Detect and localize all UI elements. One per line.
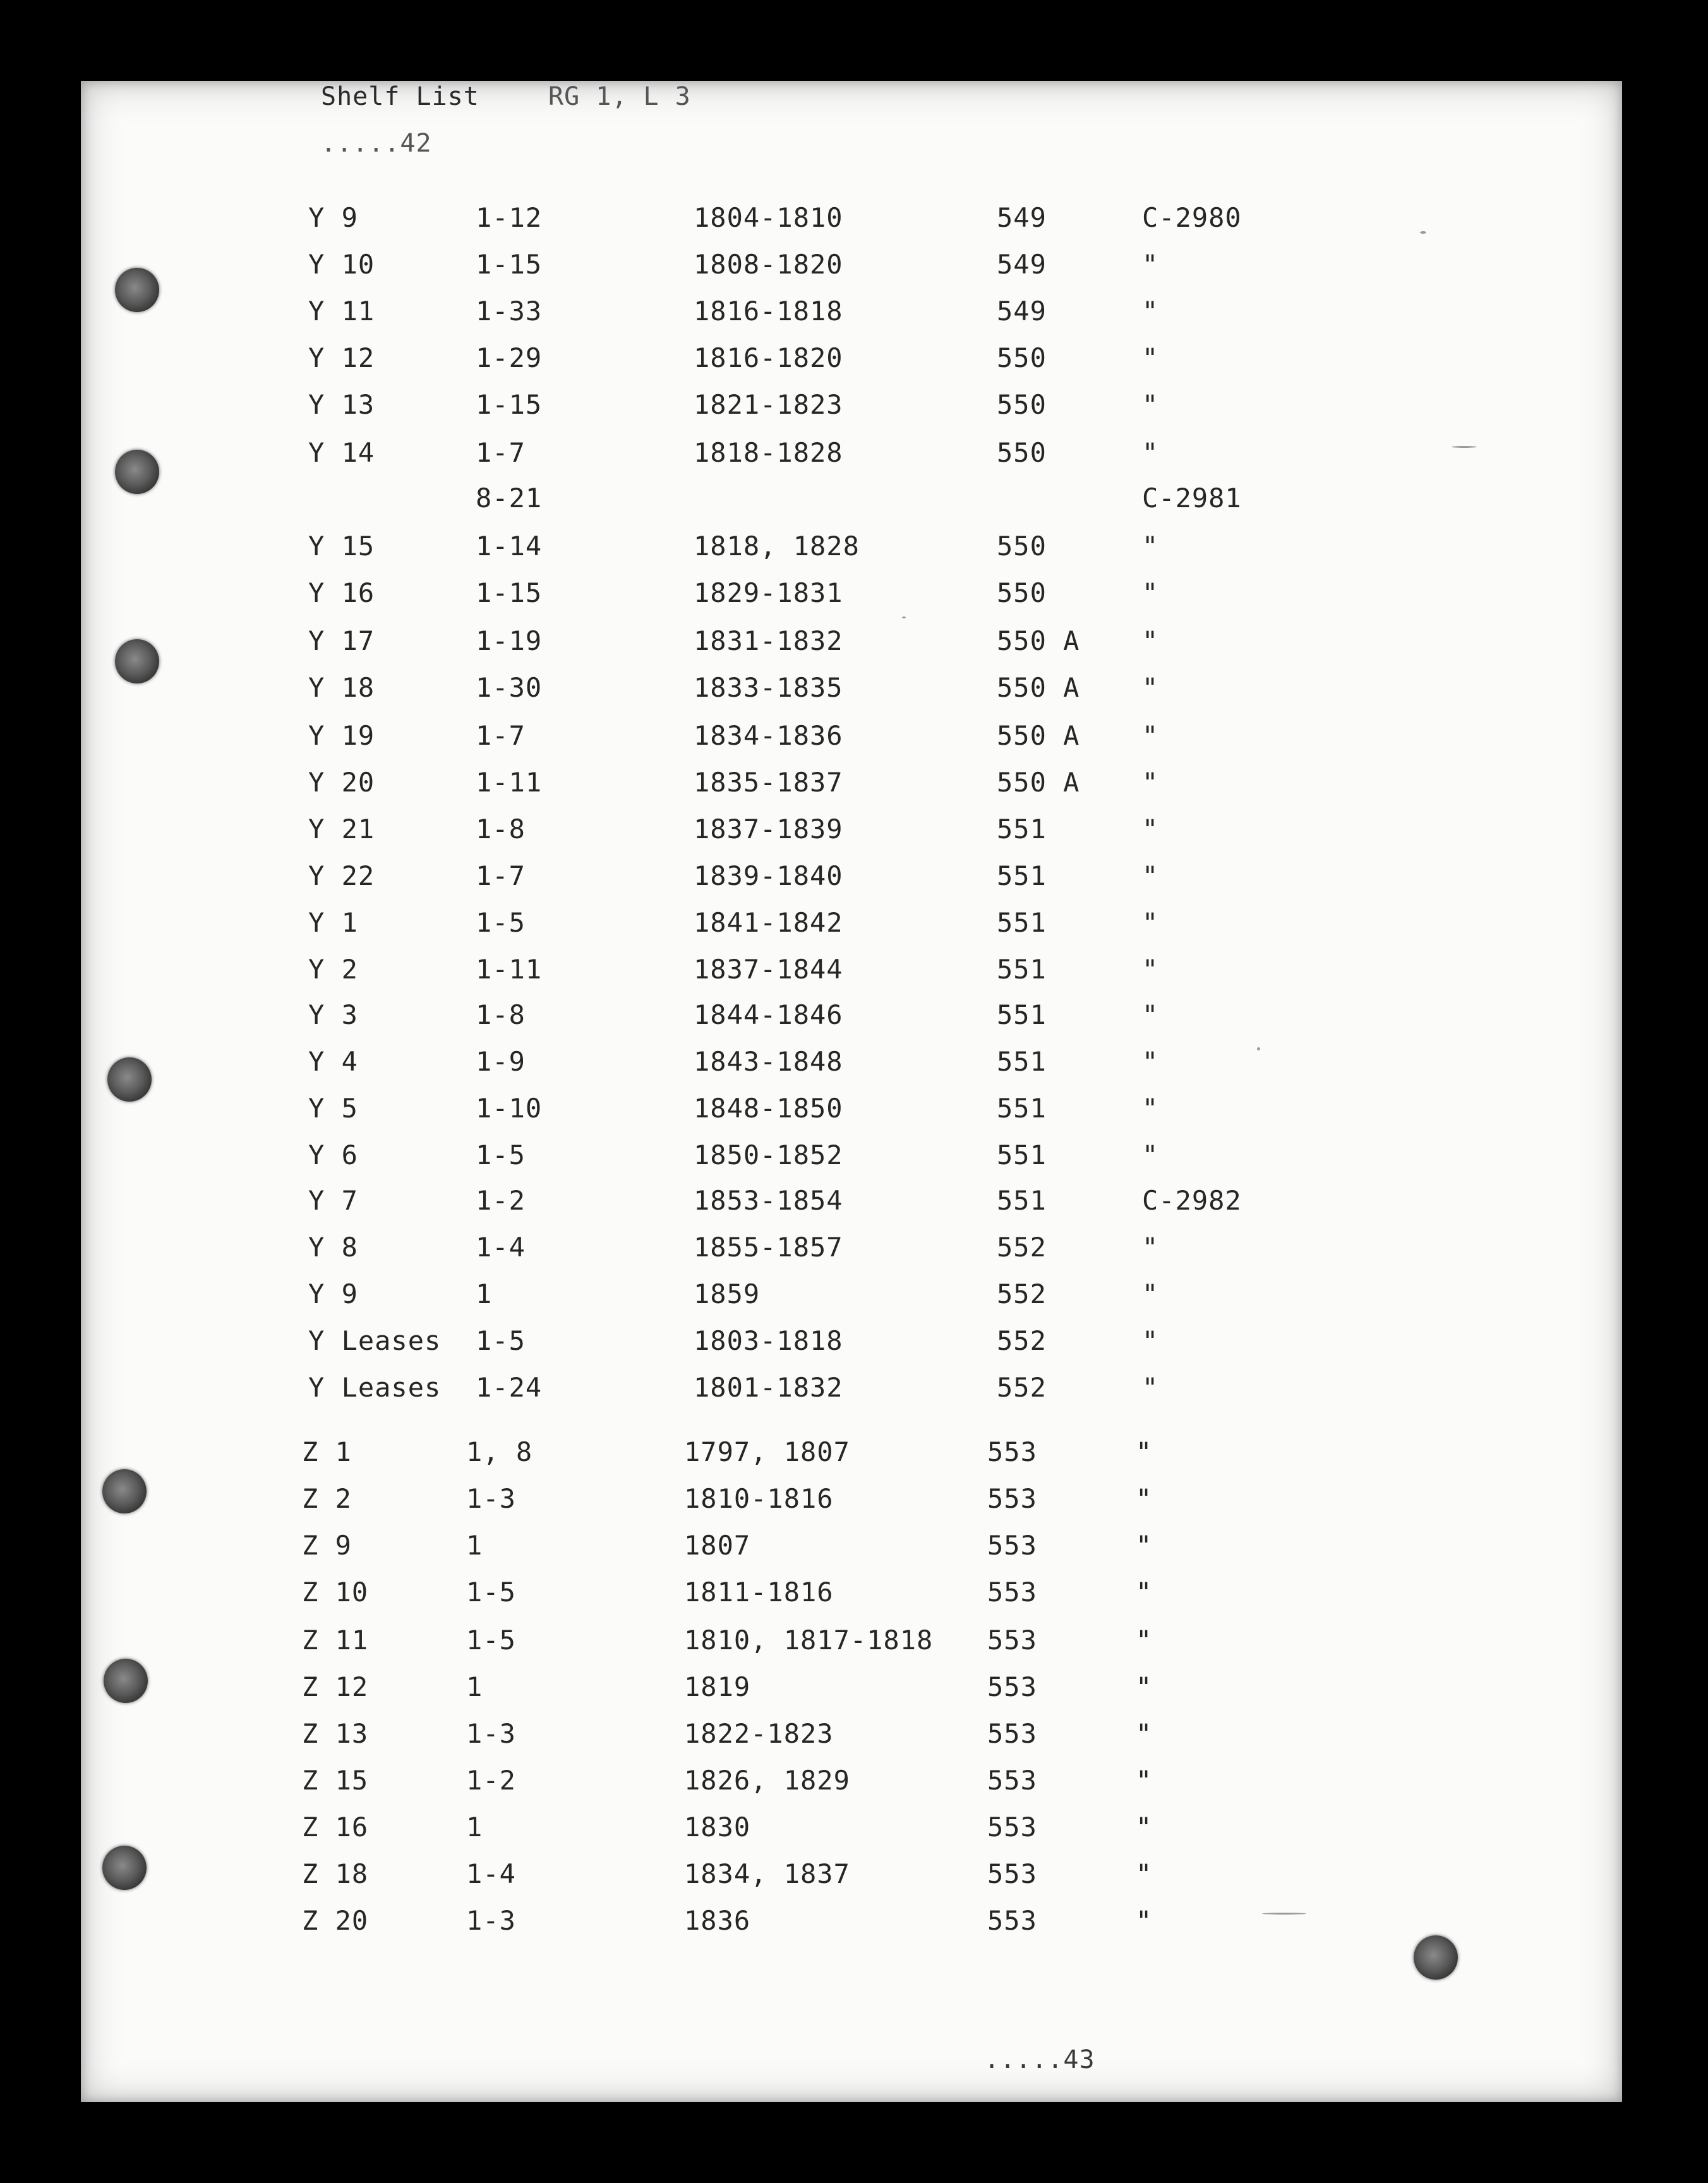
shelf-unit: Z 10 xyxy=(302,1577,369,1608)
date-range: 1816-1818 xyxy=(694,296,843,327)
table-row xyxy=(81,954,1622,992)
box-number: 550 A xyxy=(997,672,1080,703)
table-row xyxy=(81,296,1622,334)
container-number: " xyxy=(1142,907,1159,938)
date-range: 1844-1846 xyxy=(694,999,843,1030)
container-number: " xyxy=(1142,1140,1159,1170)
shelf-unit: Y 14 xyxy=(308,437,375,468)
item-range: 1-3 xyxy=(466,1905,516,1936)
shelf-unit: Z 15 xyxy=(302,1765,369,1796)
table-row xyxy=(81,1093,1622,1131)
item-range: 1-5 xyxy=(466,1577,516,1608)
shelf-unit: Y 4 xyxy=(308,1046,358,1077)
table-row xyxy=(81,531,1622,568)
container-number: " xyxy=(1136,1483,1153,1514)
box-number: 553 xyxy=(987,1530,1037,1561)
box-number: 549 xyxy=(997,202,1047,233)
item-range: 1-24 xyxy=(476,1372,543,1403)
table-row xyxy=(81,1812,1622,1849)
container-number: " xyxy=(1142,437,1159,468)
item-range: 8-21 xyxy=(476,483,543,514)
date-range: 1822-1823 xyxy=(684,1718,834,1749)
shelf-unit: Y 7 xyxy=(308,1185,358,1216)
shelf-unit: Y 11 xyxy=(308,296,375,327)
item-range: 1-2 xyxy=(476,1185,526,1216)
paper-speck xyxy=(1420,231,1426,234)
paper-speck xyxy=(1257,1047,1260,1050)
container-number: " xyxy=(1142,577,1159,608)
container-number: " xyxy=(1136,1812,1153,1843)
date-range: 1833-1835 xyxy=(694,672,843,703)
container-number: " xyxy=(1136,1671,1153,1702)
table-row xyxy=(81,437,1622,475)
shelf-unit: Y 17 xyxy=(308,625,375,656)
item-range: 1-5 xyxy=(476,907,526,938)
table-row xyxy=(81,1530,1622,1568)
table-row xyxy=(81,342,1622,380)
box-number: 553 xyxy=(987,1718,1037,1749)
shelf-unit: Z 13 xyxy=(302,1718,369,1749)
item-range: 1-3 xyxy=(466,1718,516,1749)
shelf-unit: Z 20 xyxy=(302,1905,369,1936)
date-range: 1801-1832 xyxy=(694,1372,843,1403)
container-number: " xyxy=(1136,1905,1153,1936)
date-range: 1839-1840 xyxy=(694,860,843,891)
box-number: 550 A xyxy=(997,767,1080,798)
shelf-unit: Y 15 xyxy=(308,531,375,562)
date-range: 1834-1836 xyxy=(694,720,843,751)
record-group-label: RG 1, L 3 xyxy=(548,82,691,111)
date-range: 1859 xyxy=(694,1278,761,1309)
container-number: C-2981 xyxy=(1142,483,1242,514)
table-row xyxy=(81,1858,1622,1896)
box-number: 552 xyxy=(997,1278,1047,1309)
item-range: 1-29 xyxy=(476,342,543,373)
table-row xyxy=(81,249,1622,287)
container-number: " xyxy=(1142,531,1159,562)
date-range: 1826, 1829 xyxy=(684,1765,850,1796)
shelf-unit: Y 21 xyxy=(308,814,375,845)
shelf-unit: Y 19 xyxy=(308,720,375,751)
shelf-unit: Y 1 xyxy=(308,907,358,938)
shelf-unit: Z 9 xyxy=(302,1530,352,1561)
shelf-unit: Z 2 xyxy=(302,1483,352,1514)
container-number: " xyxy=(1136,1436,1153,1467)
container-number: " xyxy=(1142,1325,1159,1356)
box-number: 552 xyxy=(997,1372,1047,1403)
shelf-unit: Y 2 xyxy=(308,954,358,985)
container-number: " xyxy=(1142,1232,1159,1263)
container-number: " xyxy=(1142,767,1159,798)
date-range: 1834, 1837 xyxy=(684,1858,850,1889)
container-number: " xyxy=(1142,389,1159,420)
box-number: 551 xyxy=(997,954,1047,985)
container-number: " xyxy=(1142,342,1159,373)
table-row xyxy=(81,767,1622,805)
box-number: 553 xyxy=(987,1765,1037,1796)
box-number: 551 xyxy=(997,1185,1047,1216)
date-range: 1853-1854 xyxy=(694,1185,843,1216)
container-number: " xyxy=(1142,1046,1159,1077)
date-range: 1810-1816 xyxy=(684,1483,834,1514)
container-number: " xyxy=(1142,720,1159,751)
item-range: 1-4 xyxy=(466,1858,516,1889)
box-number: 553 xyxy=(987,1483,1037,1514)
box-number: 551 xyxy=(997,814,1047,845)
box-number: 553 xyxy=(987,1436,1037,1467)
container-number: " xyxy=(1142,814,1159,845)
shelf-unit: Y 5 xyxy=(308,1093,358,1124)
table-row xyxy=(81,1718,1622,1756)
container-number: " xyxy=(1142,954,1159,985)
table-row xyxy=(81,1483,1622,1521)
table-row xyxy=(81,814,1622,851)
item-range: 1-8 xyxy=(476,814,526,845)
box-number: 553 xyxy=(987,1858,1037,1889)
box-number: 551 xyxy=(997,1046,1047,1077)
box-number: 551 xyxy=(997,1140,1047,1170)
container-number: C-2980 xyxy=(1142,202,1242,233)
table-row xyxy=(81,202,1622,240)
box-number: 550 xyxy=(997,577,1047,608)
table-row xyxy=(81,860,1622,898)
box-number: 550 xyxy=(997,437,1047,468)
item-range: 1-9 xyxy=(476,1046,526,1077)
item-range: 1-10 xyxy=(476,1093,543,1124)
container-number: C-2982 xyxy=(1142,1185,1242,1216)
shelf-unit: Y 9 xyxy=(308,202,358,233)
box-number: 551 xyxy=(997,999,1047,1030)
box-number: 551 xyxy=(997,1093,1047,1124)
container-number: " xyxy=(1142,672,1159,703)
page-reference: .....42 xyxy=(321,129,432,158)
table-row xyxy=(81,720,1622,758)
date-range: 1821-1823 xyxy=(694,389,843,420)
item-range: 1-14 xyxy=(476,531,543,562)
item-range: 1 xyxy=(476,1278,493,1309)
item-range: 1 xyxy=(466,1530,483,1561)
table-row xyxy=(81,389,1622,427)
container-number: " xyxy=(1136,1625,1153,1656)
shelf-unit: Y 20 xyxy=(308,767,375,798)
shelf-unit: Z 16 xyxy=(302,1812,369,1843)
container-number: " xyxy=(1142,625,1159,656)
container-number: " xyxy=(1142,1093,1159,1124)
date-range: 1831-1832 xyxy=(694,625,843,656)
shelf-unit: Y 10 xyxy=(308,249,375,280)
date-range: 1819 xyxy=(684,1671,751,1702)
table-row xyxy=(81,1140,1622,1177)
table-row xyxy=(81,672,1622,710)
table-row xyxy=(81,1671,1622,1709)
table-row xyxy=(81,1278,1622,1316)
table-row xyxy=(81,1185,1622,1223)
table-row xyxy=(81,907,1622,945)
container-number: " xyxy=(1136,1577,1153,1608)
next-page-reference: .....43 xyxy=(984,2045,1095,2074)
shelf-unit: Y Leases xyxy=(308,1372,442,1403)
item-range: 1-15 xyxy=(476,577,543,608)
date-range: 1837-1844 xyxy=(694,954,843,985)
item-range: 1-5 xyxy=(476,1325,526,1356)
box-number: 551 xyxy=(997,907,1047,938)
shelf-unit: Y Leases xyxy=(308,1325,442,1356)
document-page xyxy=(81,81,1622,2102)
item-range: 1 xyxy=(466,1671,483,1702)
date-range: 1837-1839 xyxy=(694,814,843,845)
paper-speck xyxy=(902,616,906,618)
table-row xyxy=(81,1372,1622,1410)
table-row xyxy=(81,1325,1622,1363)
date-range: 1816-1820 xyxy=(694,342,843,373)
container-number: " xyxy=(1142,296,1159,327)
date-range: 1836 xyxy=(684,1905,751,1936)
date-range: 1850-1852 xyxy=(694,1140,843,1170)
item-range: 1-30 xyxy=(476,672,543,703)
item-range: 1-33 xyxy=(476,296,543,327)
date-range: 1797, 1807 xyxy=(684,1436,850,1467)
box-number: 553 xyxy=(987,1905,1037,1936)
date-range: 1818-1828 xyxy=(694,437,843,468)
item-range: 1 xyxy=(466,1812,483,1843)
paper-speck xyxy=(1262,1913,1306,1915)
item-range: 1-5 xyxy=(466,1625,516,1656)
date-range: 1818, 1828 xyxy=(694,531,860,562)
date-range: 1848-1850 xyxy=(694,1093,843,1124)
date-range: 1855-1857 xyxy=(694,1232,843,1263)
container-number: " xyxy=(1142,999,1159,1030)
box-number: 553 xyxy=(987,1812,1037,1843)
shelf-unit: Y 6 xyxy=(308,1140,358,1170)
paper-speck xyxy=(1452,446,1477,448)
item-range: 1-11 xyxy=(476,767,543,798)
box-number: 550 xyxy=(997,531,1047,562)
date-range: 1811-1816 xyxy=(684,1577,834,1608)
item-range: 1-4 xyxy=(476,1232,526,1263)
box-number: 551 xyxy=(997,860,1047,891)
item-range: 1-5 xyxy=(476,1140,526,1170)
container-number: " xyxy=(1142,860,1159,891)
date-range: 1830 xyxy=(684,1812,751,1843)
item-range: 1-15 xyxy=(476,249,543,280)
table-row xyxy=(81,1765,1622,1803)
table-row xyxy=(81,1905,1622,1943)
table-row xyxy=(81,483,1622,520)
box-number: 550 A xyxy=(997,720,1080,751)
table-row xyxy=(81,577,1622,615)
item-range: 1-2 xyxy=(466,1765,516,1796)
table-row xyxy=(81,1577,1622,1615)
item-range: 1, 8 xyxy=(466,1436,533,1467)
shelf-unit: Y 3 xyxy=(308,999,358,1030)
container-number: " xyxy=(1136,1530,1153,1561)
container-number: " xyxy=(1136,1858,1153,1889)
date-range: 1808-1820 xyxy=(694,249,843,280)
date-range: 1835-1837 xyxy=(694,767,843,798)
shelf-unit: Y 22 xyxy=(308,860,375,891)
date-range: 1843-1848 xyxy=(694,1046,843,1077)
date-range: 1829-1831 xyxy=(694,577,843,608)
box-number: 552 xyxy=(997,1325,1047,1356)
shelf-unit: Y 13 xyxy=(308,389,375,420)
container-number: " xyxy=(1142,1278,1159,1309)
date-range: 1841-1842 xyxy=(694,907,843,938)
container-number: " xyxy=(1136,1718,1153,1749)
table-row xyxy=(81,1436,1622,1474)
container-number: " xyxy=(1142,1372,1159,1403)
table-row xyxy=(81,1625,1622,1663)
item-range: 1-11 xyxy=(476,954,543,985)
box-number: 553 xyxy=(987,1577,1037,1608)
table-row xyxy=(81,1232,1622,1270)
shelf-unit: Y 9 xyxy=(308,1278,358,1309)
container-number: " xyxy=(1136,1765,1153,1796)
shelf-unit: Y 18 xyxy=(308,672,375,703)
shelf-unit: Z 18 xyxy=(302,1858,369,1889)
item-range: 1-7 xyxy=(476,860,526,891)
box-number: 552 xyxy=(997,1232,1047,1263)
date-range: 1810, 1817-1818 xyxy=(684,1625,934,1656)
box-number: 549 xyxy=(997,296,1047,327)
table-row xyxy=(81,1046,1622,1084)
date-range: 1807 xyxy=(684,1530,751,1561)
item-range: 1-7 xyxy=(476,437,526,468)
table-row xyxy=(81,625,1622,663)
item-range: 1-8 xyxy=(476,999,526,1030)
item-range: 1-15 xyxy=(476,389,543,420)
item-range: 1-12 xyxy=(476,202,543,233)
shelf-unit: Z 11 xyxy=(302,1625,369,1656)
box-number: 550 xyxy=(997,389,1047,420)
item-range: 1-3 xyxy=(466,1483,516,1514)
item-range: 1-7 xyxy=(476,720,526,751)
box-number: 550 xyxy=(997,342,1047,373)
item-range: 1-19 xyxy=(476,625,543,656)
table-row xyxy=(81,999,1622,1037)
shelf-list-title: Shelf List xyxy=(321,82,479,111)
box-number: 550 A xyxy=(997,625,1080,656)
box-number: 549 xyxy=(997,249,1047,280)
box-number: 553 xyxy=(987,1625,1037,1656)
shelf-unit: Y 16 xyxy=(308,577,375,608)
shelf-unit: Z 12 xyxy=(302,1671,369,1702)
shelf-unit: Y 8 xyxy=(308,1232,358,1263)
shelf-unit: Z 1 xyxy=(302,1436,352,1467)
box-number: 553 xyxy=(987,1671,1037,1702)
shelf-unit: Y 12 xyxy=(308,342,375,373)
container-number: " xyxy=(1142,249,1159,280)
date-range: 1803-1818 xyxy=(694,1325,843,1356)
date-range: 1804-1810 xyxy=(694,202,843,233)
